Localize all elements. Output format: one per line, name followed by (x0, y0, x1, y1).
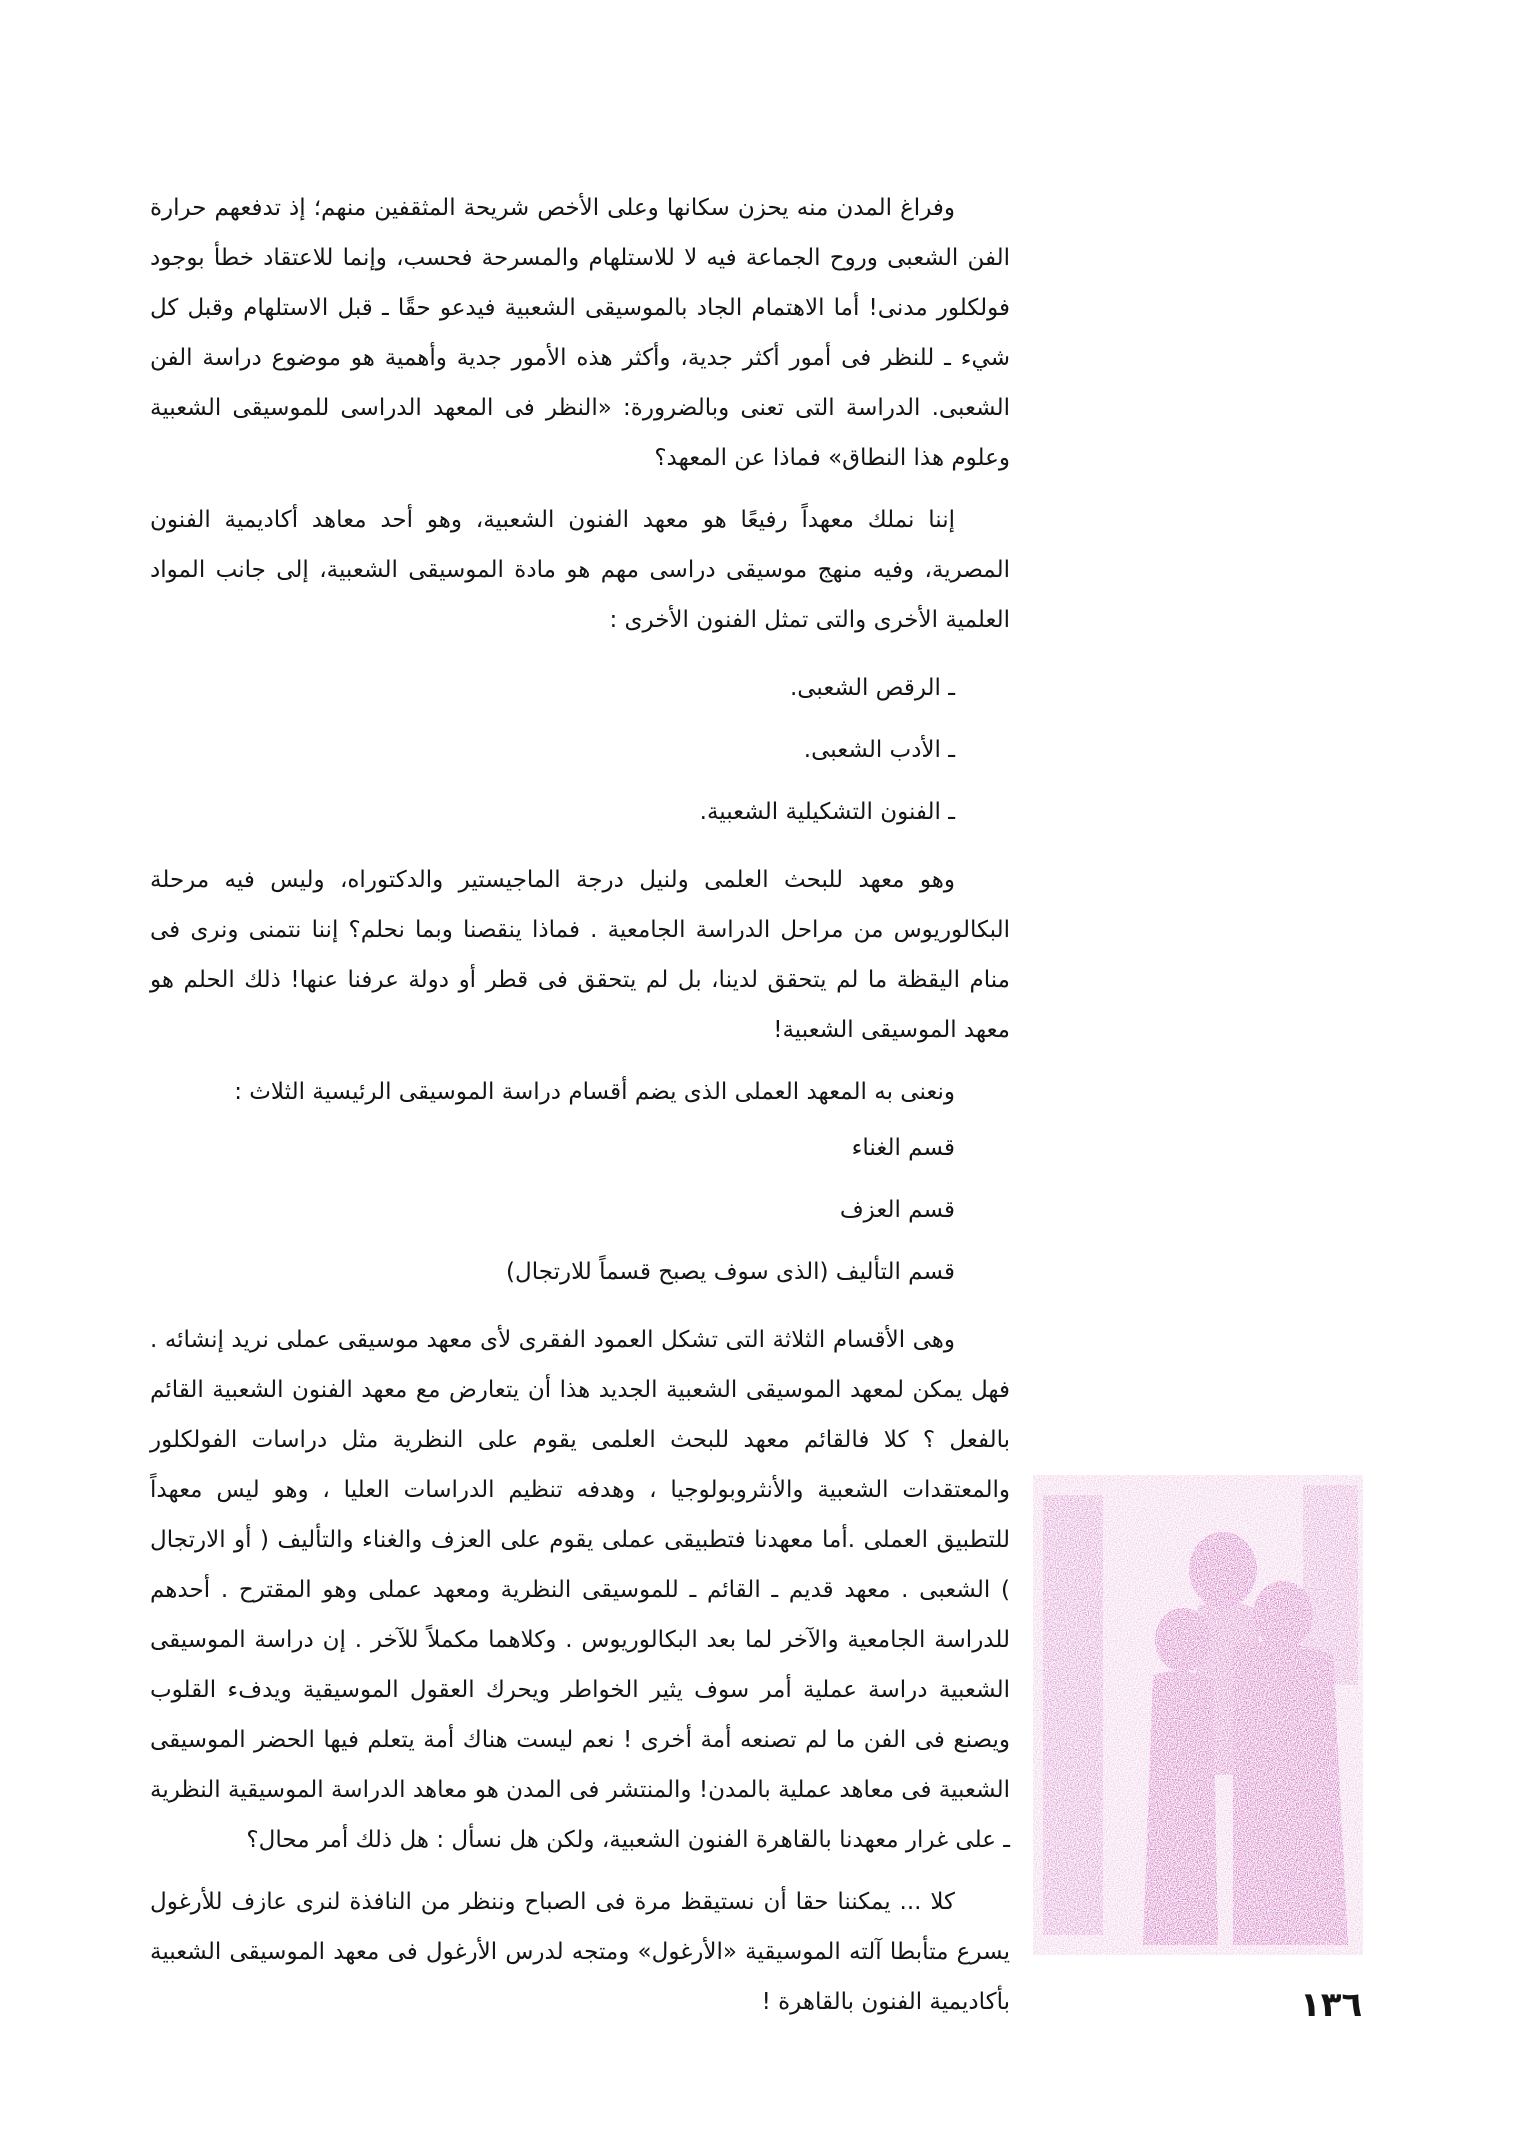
page-number: ١٣٦ (1300, 1985, 1363, 2025)
paragraph-urban-folklore: وفراغ المدن منه يحزن سكانها وعلى الأخص شريحة المثقفين منهم؛ إذ تدفعهم حرارة الفن الشعبى وروح الجماعة فيه لا للاستلهام والمسرحة فحسب، وإنما للاعتقاد خطأ بوجود فولكلور مدنى! أما الاهتمام الجاد بالموسيقى الشعبية فيدعو حقًا ـ قبل الاستلهام وقبل كل شيء ـ للنظر فى أمور أكثر جدية، وأكثر هذه الأمور جدية وأهمية هو موضوع دراسة الفن الشعبى. الدراسة التى تعنى وبالضرورة: «النظر فى المعهد الدراسى للموسيقى الشعبية وعلوم هذا النطاق» فماذا عن المعهد؟ (150, 195, 1010, 471)
list-item: قسم العزف (839, 1197, 955, 1223)
paragraph-sections-intro: ونعنى به المعهد العملى الذى يضم أقسام دراسة الموسيقى الرئيسية الثلاث : (234, 1079, 955, 1105)
list-item: قسم الغناء (851, 1135, 955, 1161)
list-item: ـ الأدب الشعبى. (803, 737, 955, 763)
family-photo-icon (1033, 1475, 1363, 1955)
paragraph-sections-discussion: وهى الأقسام الثلاثة التى تشكل العمود الفقرى لأى معهد موسيقى عملى نريد إنشائه . فهل يمكن لمعهد الموسيقى الشعبية الجديد هذا أن يتعارض مع معهد الفنون الشعبية القائم بالفعل ؟ كلا فالقائم معهد للبحث العلمى يقوم على النظرية مثل دراسات الفولكلور والمعتقدات الشعبية والأنثروبولوجيا ، وهدفه تنظيم الدراسات العليا ، وهو ليس معهداً للتطبيق العملى .أما معهدنا فتطبيقى عملى يقوم على العزف والغناء والتأليف ( أو الارتجال ) الشعبى . معهد قديم ـ القائم ـ للموسيقى النظرية ومعهد عملى وهو المقترح . أحدهم للدراسة الجامعية والآخر لما بعد البكالوريوس . وكلاهما مكملاً للآخر . إن دراسة الموسيقى الشعبية دراسة عملية أمر سوف يثير الخواطر ويحرك العقول الموسيقية ويدفء القلوب ويصنع فى الفن ما لم تصنعه أمة أخرى ! نعم ليست هناك أمة يتعلم فيها الحضر الموسيقى الشعبية فى معاهد عملية بالمدن! والمنتشر فى المدن هو معاهد الدراسة الموسيقية النظرية ـ على غرار معهدنا بالقاهرة الفنون الشعبية، ولكن هل نسأل : هل ذلك أمر محال؟ (150, 1327, 1010, 1853)
list-folk-arts (150, 657, 1010, 843)
list-item: ـ الفنون التشكيلية الشعبية. (699, 799, 955, 825)
paragraph-research-institute: وهو معهد للبحث العلمى ولنيل درجة الماجيستير والدكتوراه، وليس فيه مرحلة البكالوريوس من مراحل الدراسة الجامعية . فماذا ينقصنا وبما نحلم؟ إننا نتمنى ونرى فى منام اليقظة ما لم يتحقق لدينا، بل لم يتحقق فى قطر أو دولة عرفنا عنها! ذلك الحلم هو معهد الموسيقى الشعبية! (150, 867, 1010, 1043)
list-item: قسم التأليف (الذى سوف يصبح قسماً للارتجال) (506, 1259, 955, 1285)
paragraph-folk-arts-institute: إننا نملك معهداً رفيعًا هو معهد الفنون الشعبية، وهو أحد معاهد أكاديمية الفنون المصرية، وفيه منهج موسيقى دراسى مهم هو مادة الموسيقى الشعبية، إلى جانب المواد العلمية الأخرى والتى تمثل الفنون الأخرى : (150, 507, 1010, 633)
list-music-sections (150, 1117, 1010, 1303)
paragraph-argul-player: كلا ... يمكننا حقا أن نستيقظ مرة فى الصباح وننظر من النافذة لنرى عازف للأرغول يسرع متأبطا آلته الموسيقية «الأرغول» ومتجه لدرس الأرغول فى معهد الموسيقى الشعبية بأكاديمية الفنون بالقاهرة ! (150, 1889, 1010, 2015)
list-item: ـ الرقص الشعبى. (789, 675, 955, 701)
main-text-column (150, 183, 1010, 2027)
